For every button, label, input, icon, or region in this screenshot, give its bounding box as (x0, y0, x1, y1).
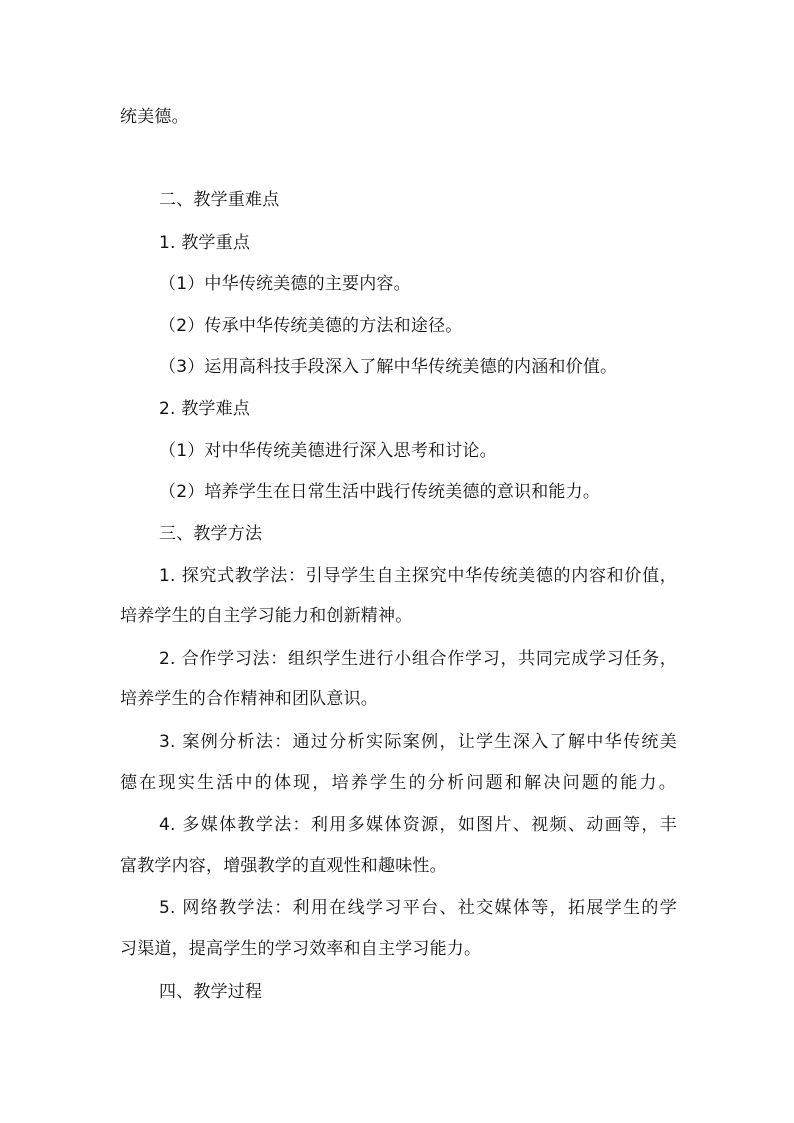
method-3-line-1: 3. 案例分析法：通过分析实际案例，让学生深入了解中华传统美 (159, 732, 677, 752)
paragraph-continuation: 统美德。 (120, 107, 189, 127)
list-item-difficulty-2: （2）培养学生在日常生活中践行传统美德的意识和能力。 (159, 482, 601, 502)
section-heading-teaching-process: 四、教学过程 (159, 982, 263, 1002)
section-heading-teaching-methods: 三、教学方法 (159, 524, 263, 544)
list-item-focus-1: （1）中华传统美德的主要内容。 (159, 274, 411, 294)
method-5-line-1: 5. 网络教学法：利用在线学习平台、社交媒体等，拓展学生的学 (159, 898, 677, 918)
section-heading-key-points: 二、教学重难点 (159, 190, 280, 210)
list-item-focus-2: （2）传承中华传统美德的方法和途径。 (159, 316, 463, 336)
method-3-line-2: 德在现实生活中的体现，培养学生的分析问题和解决问题的能力。 (120, 773, 676, 793)
method-2-line-2: 培养学生的合作精神和团队意识。 (120, 689, 378, 709)
method-5-line-2: 习渠道，提高学生的学习效率和自主学习能力。 (120, 939, 482, 959)
subheading-teaching-focus: 1. 教学重点 (159, 233, 251, 253)
list-item-difficulty-1: （1）对中华传统美德进行深入思考和讨论。 (159, 441, 497, 461)
method-4-line-1: 4. 多媒体教学法：利用多媒体资源，如图片、视频、动画等，丰 (159, 815, 677, 835)
method-4-line-2: 富教学内容，增强教学的直观性和趣味性。 (120, 856, 447, 876)
subheading-teaching-difficulties: 2. 教学难点 (159, 399, 251, 419)
method-1-line-2: 培养学生的自主学习能力和创新精神。 (120, 606, 413, 626)
list-item-focus-3: （3）运用高科技手段深入了解中华传统美德的内涵和价值。 (159, 357, 618, 377)
method-2-line-1: 2. 合作学习法：组织学生进行小组合作学习，共同完成学习任务， (159, 649, 677, 669)
method-1-line-1: 1. 探究式教学法：引导学生自主探究中华传统美德的内容和价值， (159, 566, 677, 586)
